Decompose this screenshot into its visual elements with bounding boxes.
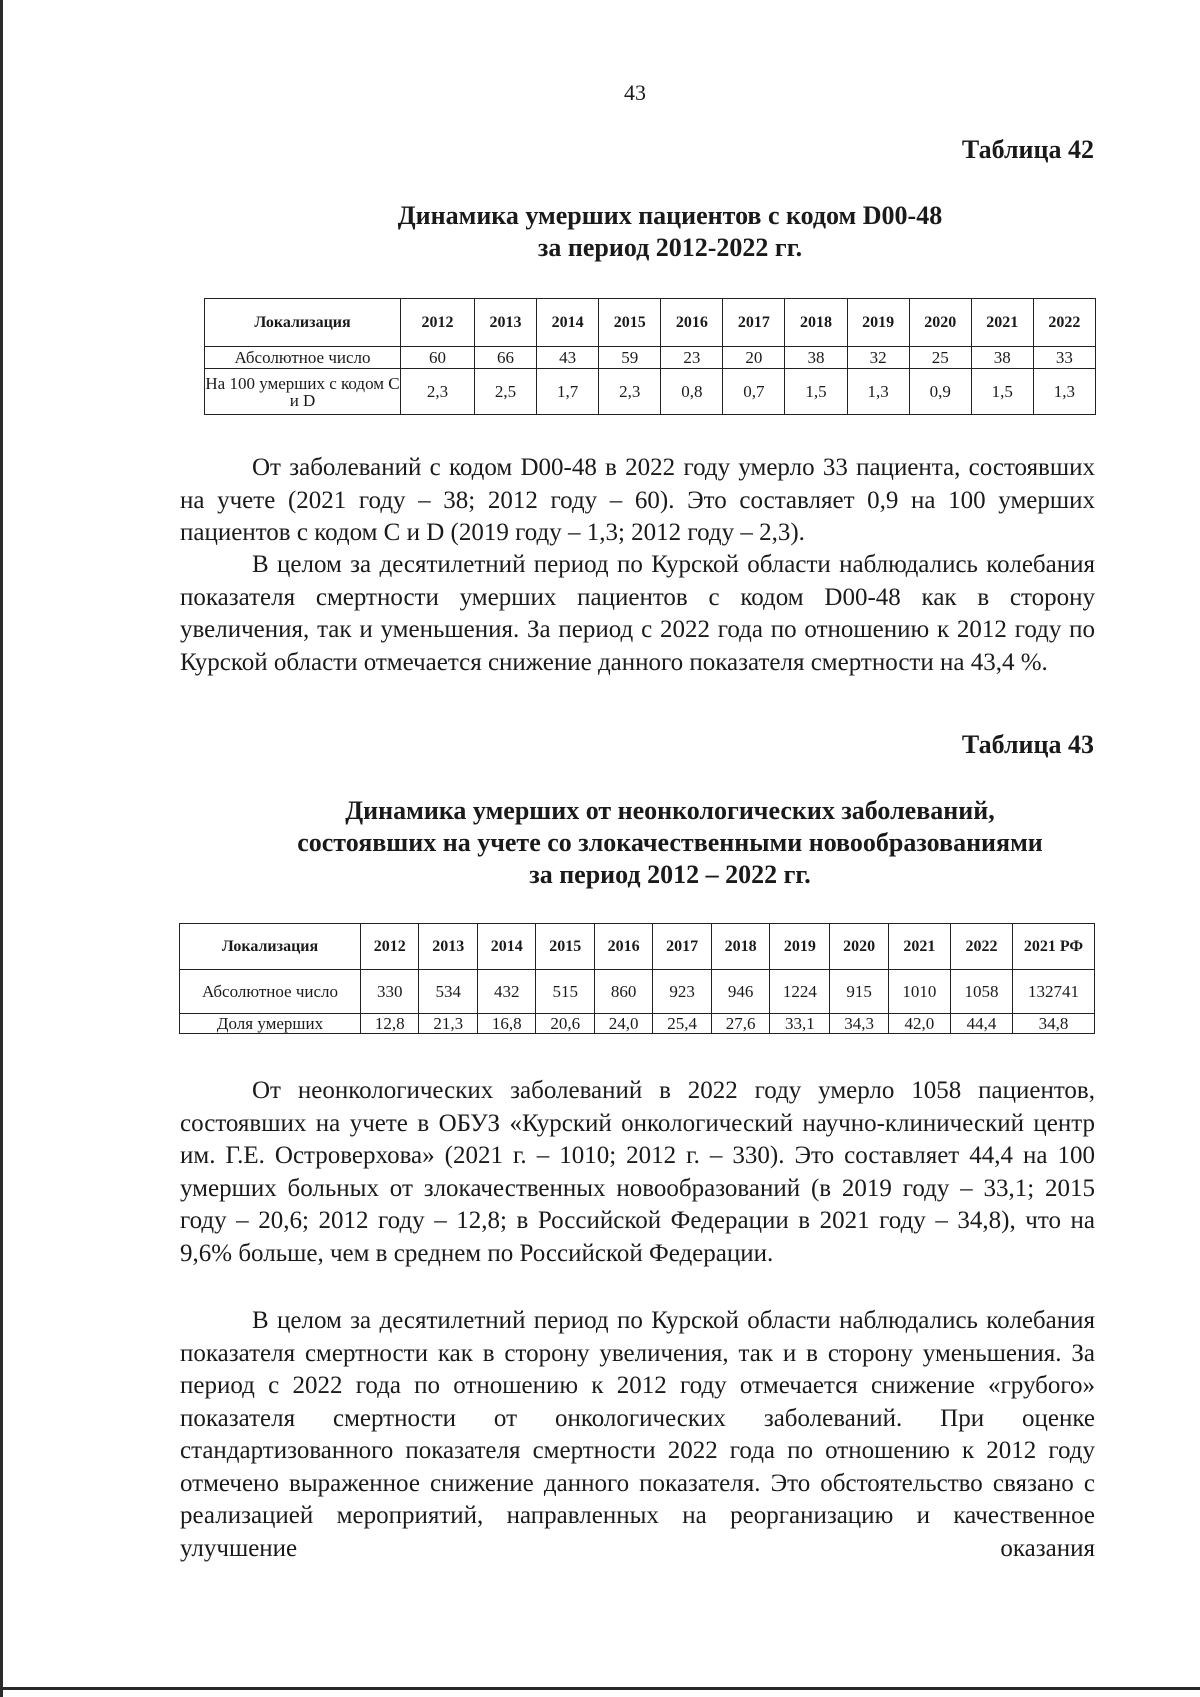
table-header-cell: 2012 xyxy=(401,299,475,347)
paragraph-4: В целом за десятилетний период по Курской области наблюдались колебания показателя смертности как в сторону увеличения, так и в сторону уменьшения. За период с 2022 года по отношению к 2012 году отмечается снижение «грубого» показателя смертности от онкологических заболеваний. При оценке стандартизованного показателя смертности 2022 года по отношению к 2012 году отмечено выраженное снижение данного показателя. Это обстоятельство связано с реализацией мероприятий, направленных на реорганизацию и качественное улучшение оказания xyxy=(180,1307,1095,1562)
table-header-cell: 2020 xyxy=(909,299,971,347)
table-cell: 38 xyxy=(971,347,1033,369)
table-header-cell: Локализация xyxy=(180,924,361,970)
table-cell: 60 xyxy=(401,347,475,369)
table-42 xyxy=(204,298,1096,415)
table-cell: 0,7 xyxy=(723,369,785,415)
table-header-cell: 2022 xyxy=(950,924,1012,970)
table-header-cell: 2017 xyxy=(653,924,711,970)
table-42-title xyxy=(200,200,1140,264)
table-cell: 1,3 xyxy=(847,369,909,415)
table-row xyxy=(180,970,1095,1014)
table-header-cell: 2022 xyxy=(1033,299,1095,347)
table-43-label: Таблица 43 xyxy=(961,730,1094,759)
table-cell: На 100 умерших с кодом С и D xyxy=(205,369,401,415)
table-header-cell: 2018 xyxy=(711,924,769,970)
table-42-label: Таблица 42 xyxy=(961,135,1094,164)
table-cell: 132741 xyxy=(1013,970,1095,1014)
table-cell: 25,4 xyxy=(653,1014,711,1034)
table-row xyxy=(205,347,1096,369)
table-cell: 1,7 xyxy=(537,369,599,415)
table-42-title-line-2: за период 2012-2022 гг. xyxy=(537,233,803,262)
table-43-header-row xyxy=(180,924,1095,970)
page-left-border xyxy=(0,0,3,1697)
table-cell: 59 xyxy=(599,347,661,369)
table-cell: 34,8 xyxy=(1013,1014,1095,1034)
table-cell: 1010 xyxy=(888,970,950,1014)
table-cell: 25 xyxy=(909,347,971,369)
table-cell: 44,4 xyxy=(950,1014,1012,1034)
table-cell: 1,3 xyxy=(1033,369,1095,415)
table-header-cell: Локализация xyxy=(205,299,401,347)
table-43-title-line-2: состоявших на учете со злокачественными новообразованиями xyxy=(297,828,1043,857)
paragraph-1: От заболеваний с кодом D00-48 в 2022 году умерло 33 пациента, состоявших на учете (2021 году – 38; 2012 году – 60). Это составляет 0,9 на 100 умерших пациентов с кодом С и D (2019 году – 1,3; 2012 году – 2,3). xyxy=(180,454,1095,546)
table-header-cell: 2020 xyxy=(830,924,888,970)
paragraph-2: В целом за десятилетний период по Курской области наблюдались колебания показателя смертности умерших пациентов с кодом D00-48 как в сторону увеличения, так и уменьшения. За период с 2022 года по отношению к 2012 году по Курской области отмечается снижение данного показателя смертности на 43,4 %. xyxy=(180,551,1095,676)
table-cell: 923 xyxy=(653,970,711,1014)
table-cell: 34,3 xyxy=(830,1014,888,1034)
table-cell: 432 xyxy=(477,970,535,1014)
table-header-cell: 2014 xyxy=(537,299,599,347)
table-header-cell: 2018 xyxy=(785,299,847,347)
table-cell: 38 xyxy=(785,347,847,369)
table-header-cell: 2012 xyxy=(361,924,419,970)
table-cell: 20 xyxy=(723,347,785,369)
table-cell: 33 xyxy=(1033,347,1095,369)
table-cell: 1058 xyxy=(950,970,1012,1014)
table-43 xyxy=(179,923,1095,1034)
table-cell: Абсолютное число xyxy=(180,970,361,1014)
table-cell: 1,5 xyxy=(971,369,1033,415)
table-43-title xyxy=(150,795,1190,891)
table-cell: 43 xyxy=(537,347,599,369)
table-cell: 32 xyxy=(847,347,909,369)
table-cell: 21,3 xyxy=(419,1014,477,1034)
table-cell: 515 xyxy=(536,970,594,1014)
paragraph-3: От неонкологических заболеваний в 2022 году умерло 1058 пациентов, состоявших на учете в ОБУЗ «Курский онкологический научно-клинический центр им. Г.Е. Островерхова» (2021 г. – 1010; 2012 г. – 330). Это составляет 44,4 на 100 умерших больных от злокачественных новообразований (в 2019 году – 33,1; 2015 году – 20,6; 2012 году – 12,8; в Российской Федерации в 2021 году – 34,8), что на 9,6% больше, чем в среднем по Российской Федерации. xyxy=(180,1077,1095,1267)
table-43-title-line-1: Динамика умерших от неонкологических заболеваний, xyxy=(345,796,995,825)
table-header-cell: 2015 xyxy=(536,924,594,970)
table-cell: 2,3 xyxy=(599,369,661,415)
table-cell: 2,3 xyxy=(401,369,475,415)
table-header-cell: 2014 xyxy=(477,924,535,970)
table-43-title-line-3: за период 2012 – 2022 гг. xyxy=(529,860,811,889)
table-cell: 946 xyxy=(711,970,769,1014)
table-cell: 12,8 xyxy=(361,1014,419,1034)
table-42-header-row xyxy=(205,299,1096,347)
table-42-title-line-1: Динамика умерших пациентов с кодом D00-48 xyxy=(397,201,943,230)
table-header-cell: 2013 xyxy=(475,299,537,347)
table-cell: Доля умерших xyxy=(180,1014,361,1034)
table-header-cell: 2021 xyxy=(971,299,1033,347)
page-number: 43 xyxy=(624,80,646,105)
table-cell: 330 xyxy=(361,970,419,1014)
table-cell: 2,5 xyxy=(475,369,537,415)
table-cell: 915 xyxy=(830,970,888,1014)
table-row xyxy=(205,369,1096,415)
table-header-cell: 2021 РФ xyxy=(1013,924,1095,970)
table-cell: 23 xyxy=(661,347,723,369)
table-cell: 27,6 xyxy=(711,1014,769,1034)
table-cell: 1,5 xyxy=(785,369,847,415)
table-cell: 860 xyxy=(594,970,652,1014)
table-cell: 66 xyxy=(475,347,537,369)
table-header-cell: 2017 xyxy=(723,299,785,347)
table-header-cell: 2016 xyxy=(594,924,652,970)
table-cell: 24,0 xyxy=(594,1014,652,1034)
page-bottom-border xyxy=(0,1687,1200,1690)
table-header-cell: 2013 xyxy=(419,924,477,970)
table-header-cell: 2016 xyxy=(661,299,723,347)
table-cell: Абсолютное число xyxy=(205,347,401,369)
table-cell: 0,8 xyxy=(661,369,723,415)
table-header-cell: 2015 xyxy=(599,299,661,347)
table-cell: 534 xyxy=(419,970,477,1014)
table-cell: 16,8 xyxy=(477,1014,535,1034)
table-row xyxy=(180,1014,1095,1034)
table-header-cell: 2021 xyxy=(888,924,950,970)
table-cell: 1224 xyxy=(770,970,830,1014)
table-cell: 42,0 xyxy=(888,1014,950,1034)
table-cell: 20,6 xyxy=(536,1014,594,1034)
table-header-cell: 2019 xyxy=(847,299,909,347)
table-cell: 33,1 xyxy=(770,1014,830,1034)
table-cell: 0,9 xyxy=(909,369,971,415)
table-header-cell: 2019 xyxy=(770,924,830,970)
